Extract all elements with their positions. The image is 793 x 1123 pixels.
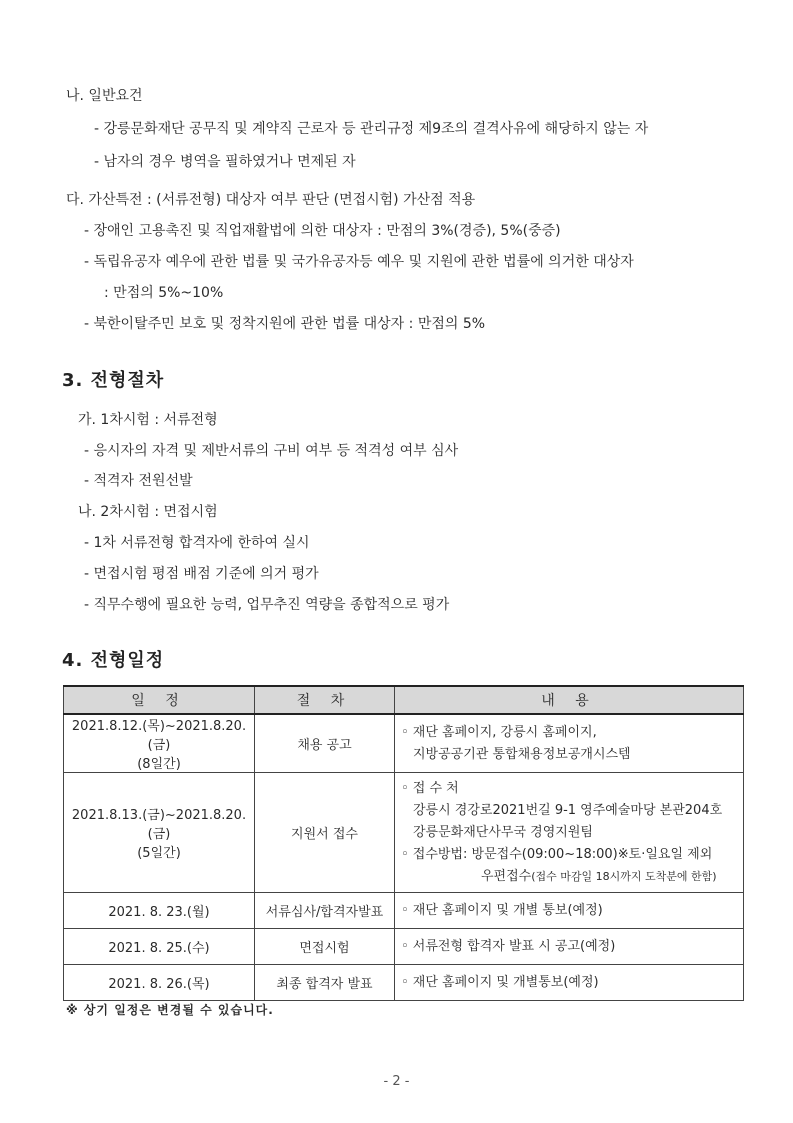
- content-line: ◦ 재단 홈페이지, 강릉시 홈페이지,: [401, 724, 597, 740]
- schedule-date: 2021. 8. 25.(수): [64, 929, 255, 965]
- date-period: (8일간): [137, 757, 181, 772]
- table-header-row: [64, 686, 744, 714]
- table-row: [64, 893, 744, 929]
- content-line: ◦ 접수방법: 방문접수(09:00~18:00)※토·일요일 제외: [401, 846, 713, 862]
- schedule-content: [395, 773, 744, 893]
- date-range: 2021.8.12.(목)~2021.8.20.(금): [71, 719, 247, 753]
- table-row: [64, 773, 744, 893]
- schedule-note: ※ 상기 일정은 변경될 수 있습니다.: [66, 1003, 274, 1017]
- schedule-step: 최종 합격자 발표: [255, 965, 395, 1001]
- table-row: [64, 714, 744, 773]
- table-row: [64, 965, 744, 1001]
- schedule-step: 면접시험: [255, 929, 395, 965]
- schedule-content: ◦ 서류전형 합격자 발표 시 공고(예정): [395, 929, 744, 965]
- general-requirement-item: - 남자의 경우 병역을 필하였거나 면제된 자: [94, 154, 356, 170]
- content-line: ◦ 접 수 처: [401, 780, 459, 796]
- bonus-item: - 장애인 고용촉진 및 직업재활법에 의한 대상자 : 만점의 3%(경증), 5%(중증): [84, 223, 561, 239]
- mail-receipt-label: 우편접수: [481, 868, 532, 884]
- second-exam-item: - 면접시험 평점 배점 기준에 의거 평가: [84, 566, 319, 582]
- page-number: - 2 -: [383, 1074, 410, 1089]
- content-line: 지방공공기관 통합채용정보공개시스템: [413, 746, 631, 762]
- section-3-title: 3. 전형절차: [62, 370, 165, 391]
- first-exam-heading: 가. 1차시험 : 서류전형: [78, 412, 218, 428]
- column-header-step: 절 차: [255, 686, 395, 714]
- section-4-title: 4. 전형일정: [62, 650, 165, 671]
- bonus-item: - 북한이탈주민 보호 및 정착지원에 관한 법률 대상자 : 만점의 5%: [84, 316, 486, 332]
- schedule-content: ◦ 재단 홈페이지 및 개별 통보(예정): [395, 893, 744, 929]
- table-row: [64, 929, 744, 965]
- column-header-date: 일 정: [64, 686, 255, 714]
- content-line: [401, 866, 737, 888]
- bonus-heading: 다. 가산특전 : (서류전형) 대상자 여부 판단 (면접시험) 가산점 적용: [66, 192, 476, 208]
- second-exam-heading: 나. 2차시험 : 면접시험: [78, 504, 218, 520]
- schedule-date: 2021. 8. 26.(목): [64, 965, 255, 1001]
- general-requirement-item: - 강릉문화재단 공무직 및 계약직 근로자 등 관리규정 제9조의 결격사유에 해당하지 않는 자: [94, 121, 649, 137]
- general-requirements-heading: 나. 일반요건: [66, 88, 143, 104]
- bonus-item-continuation: : 만점의 5%~10%: [104, 285, 224, 301]
- schedule-date: 2021. 8. 23.(월): [64, 893, 255, 929]
- schedule-step: 지원서 접수: [255, 773, 395, 893]
- schedule-step: 채용 공고: [255, 714, 395, 773]
- second-exam-item: - 1차 서류전형 합격자에 한하여 실시: [84, 535, 310, 551]
- content-line: 강릉문화재단사무국 경영지원팀: [413, 824, 593, 840]
- schedule-content: ◦ 재단 홈페이지 및 개별통보(예정): [395, 965, 744, 1001]
- bonus-item: - 독립유공자 예우에 관한 법률 및 국가유공자등 예우 및 지원에 관한 법률에 의거한 대상자: [84, 254, 634, 270]
- schedule-content: [395, 714, 744, 773]
- schedule-date: [64, 773, 255, 893]
- schedule-table: [63, 685, 744, 1001]
- first-exam-item: - 응시자의 자격 및 제반서류의 구비 여부 등 적격성 여부 심사: [84, 443, 459, 459]
- second-exam-item: - 직무수행에 필요한 능력, 업무추진 역량을 종합적으로 평가: [84, 597, 450, 613]
- mail-receipt-note: (접수 마감일 18시까지 도착분에 한함): [531, 869, 717, 883]
- content-line: 강릉시 경강로2021번길 9-1 영주예술마당 본관204호: [413, 802, 723, 818]
- schedule-date: [64, 714, 255, 773]
- date-period: (5일간): [137, 846, 181, 861]
- first-exam-item: - 적격자 전원선발: [84, 473, 193, 489]
- column-header-content: 내 용: [395, 686, 744, 714]
- date-range: 2021.8.13.(금)~2021.8.20.(금): [71, 808, 247, 842]
- schedule-step: 서류심사/합격자발표: [255, 893, 395, 929]
